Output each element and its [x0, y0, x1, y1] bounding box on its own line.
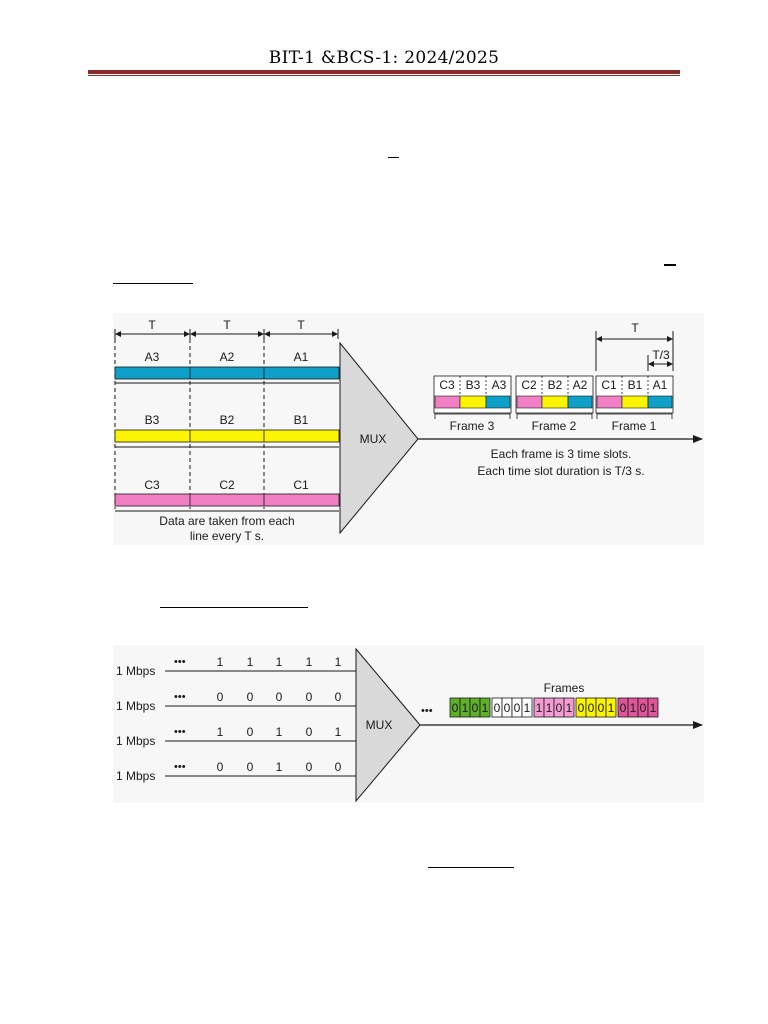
input-bit: 1: [275, 725, 283, 739]
tdm-bit-interleaving-figure: [113, 645, 704, 803]
header-rule: [88, 70, 680, 77]
frame-period-label: T: [631, 321, 639, 335]
frame-bit: 1: [607, 701, 615, 715]
input-bit: 0: [305, 725, 313, 739]
output-frame: [492, 698, 532, 717]
frame-bit: 1: [649, 701, 657, 715]
frame-bit: 0: [503, 701, 511, 715]
line-a-bar: [115, 367, 339, 379]
input-bit: 0: [305, 690, 313, 704]
frame-slot-label: A1: [652, 378, 668, 392]
frame-bit: 1: [523, 701, 531, 715]
underline-fragment: [664, 264, 676, 266]
frame-bit: 1: [565, 701, 573, 715]
frame-bit: 0: [513, 701, 521, 715]
line-c-label: C3: [144, 478, 160, 492]
ellipsis: •••: [174, 691, 186, 703]
underline-fragment: [113, 283, 193, 284]
input-rate-label: 1 Mbps: [116, 699, 156, 713]
period-label: T: [297, 318, 305, 332]
input-bit: 1: [246, 655, 254, 669]
ellipsis: •••: [421, 705, 433, 717]
input-rate-label: 1 Mbps: [116, 664, 156, 678]
frame-slot-label: C2: [521, 378, 537, 392]
frame-slot: [517, 396, 542, 408]
underline-fragment: [428, 867, 514, 868]
frame-slot-label: C1: [601, 378, 617, 392]
frame-bit: 1: [545, 701, 553, 715]
input-bit: 1: [334, 725, 342, 739]
period-label: T: [148, 318, 156, 332]
output-frame: [450, 698, 490, 717]
frame-bit: 1: [535, 701, 543, 715]
line-b-label: B3: [144, 413, 160, 427]
output-frame: [534, 698, 574, 717]
line-a-label: A3: [144, 350, 160, 364]
input-rate-label: 1 Mbps: [116, 769, 156, 783]
input-bit: 1: [334, 655, 342, 669]
frame-slot-label: B3: [465, 378, 481, 392]
line-b-label: B2: [219, 413, 235, 427]
ellipsis: •••: [174, 656, 186, 668]
line-b-label: B1: [293, 413, 309, 427]
input-bit: 1: [305, 655, 313, 669]
mux-label: MUX: [365, 718, 393, 732]
frame-label: Frame 1: [611, 419, 657, 433]
frame-slot: [648, 396, 672, 408]
frame-label: Frame 3: [449, 419, 495, 433]
frame-bit: 0: [587, 701, 595, 715]
input-bit: 0: [216, 760, 224, 774]
frame-bit: 0: [577, 701, 585, 715]
mux-label: MUX: [359, 432, 387, 446]
input-bit: 1: [216, 725, 224, 739]
frame-note: Each time slot duration is T/3 s.: [477, 464, 645, 478]
frame-bit: 1: [481, 701, 489, 715]
input-bit: 0: [334, 760, 342, 774]
frame-slot: [486, 396, 510, 408]
line-c-bar: [115, 494, 339, 506]
page-header-title: BIT-1 &BCS-1: 2024/2025: [268, 48, 500, 68]
input-bit: 0: [275, 690, 283, 704]
frame-bit: 1: [629, 701, 637, 715]
frame-slot: [460, 396, 486, 408]
underline-fragment: [388, 157, 399, 158]
input-bit: 0: [246, 690, 254, 704]
input-bit: 0: [305, 760, 313, 774]
output-frame: [576, 698, 616, 717]
line-a-label: A2: [219, 350, 235, 364]
frame-slot: [542, 396, 568, 408]
slot-period-label: T/3: [652, 348, 670, 362]
frame-label: Frame 2: [531, 419, 577, 433]
frame-slot-label: B2: [547, 378, 563, 392]
frame-slot: [568, 396, 592, 408]
slot-guides: [115, 339, 264, 509]
input-rate-label: 1 Mbps: [116, 734, 156, 748]
frame-slot-label: A3: [491, 378, 507, 392]
frame-slot: [597, 396, 622, 408]
frame-slot-label: B1: [627, 378, 643, 392]
frame-slot: [435, 396, 460, 408]
frame-bit: 0: [597, 701, 605, 715]
input-bit: 1: [275, 655, 283, 669]
frame-note: Each frame is 3 time slots.: [490, 447, 632, 461]
frame-bit: 0: [493, 701, 501, 715]
frame-bit: 0: [555, 701, 563, 715]
input-bit: 0: [334, 690, 342, 704]
underline-fragment: [160, 607, 308, 608]
frame-bit: 0: [451, 701, 459, 715]
frames-label: Frames: [543, 681, 585, 695]
period-label: T: [223, 318, 231, 332]
frame-bit: 1: [461, 701, 469, 715]
line-c-label: C2: [219, 478, 235, 492]
input-bit: 1: [275, 760, 283, 774]
output-frame: [618, 698, 658, 717]
figure1-caption: Data are taken from each: [159, 514, 295, 528]
input-bit: 0: [246, 760, 254, 774]
line-b-bar: [115, 430, 339, 442]
line-c-label: C1: [293, 478, 309, 492]
output-frames: [450, 698, 658, 717]
input-bit: 0: [246, 725, 254, 739]
ellipsis: •••: [174, 761, 186, 773]
input-bit: 0: [216, 690, 224, 704]
frame-bit: 0: [639, 701, 647, 715]
frame-slot: [622, 396, 648, 408]
line-a-label: A1: [293, 350, 309, 364]
frame-slot-label: C3: [439, 378, 455, 392]
ellipsis: •••: [174, 726, 186, 738]
figure1-caption: line every T s.: [189, 529, 265, 543]
input-bit: 1: [216, 655, 224, 669]
frame-slot-label: A2: [572, 378, 588, 392]
frame-bit: 0: [619, 701, 627, 715]
frame-bit: 0: [471, 701, 479, 715]
tdm-time-slot-figure: [113, 313, 704, 545]
